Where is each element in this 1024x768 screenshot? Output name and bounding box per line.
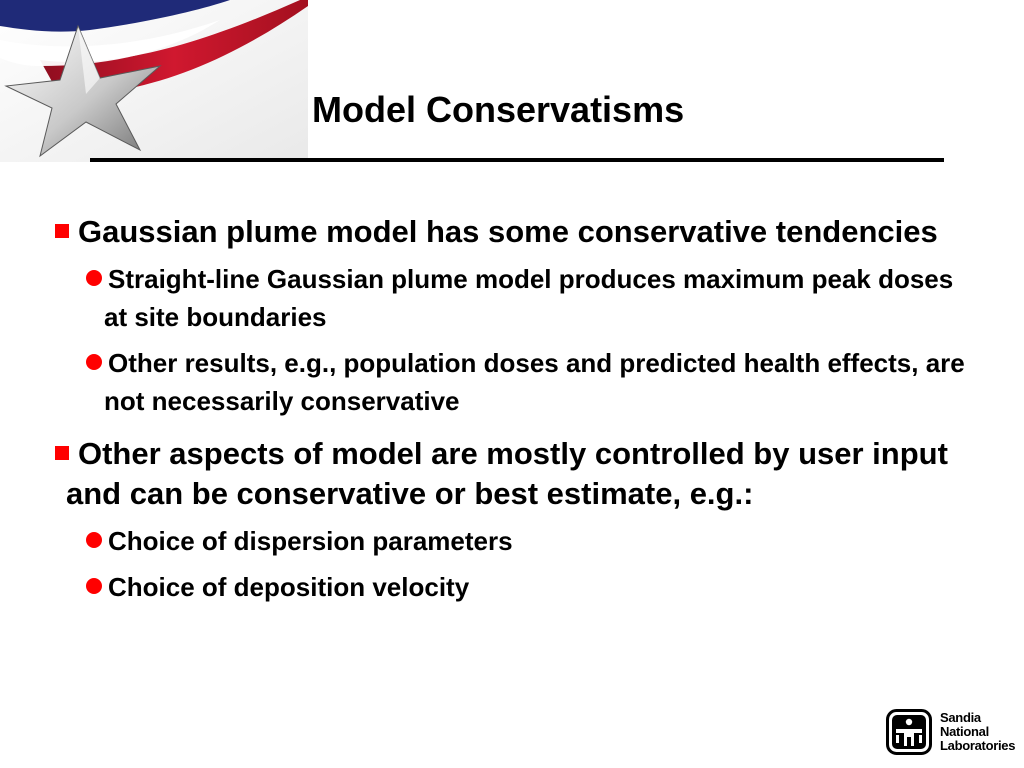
sandia-thunderbird-icon [886, 709, 932, 755]
bullet-level2 [52, 568, 982, 606]
title-divider [90, 158, 944, 162]
bullet-text: Gaussian plume model has some conservative tendencies [78, 214, 938, 249]
bullet-level2 [52, 260, 982, 336]
logo-line: Sandia [940, 710, 981, 725]
logo-wordmark [940, 711, 1015, 753]
bullet-level2 [52, 522, 982, 560]
bullet-text: Other results, e.g., population doses and predicted health effects, are not necessarily conservative [104, 348, 965, 416]
sandia-logo [886, 704, 1014, 760]
dot-bullet-icon [86, 354, 102, 370]
bullet-level1 [52, 212, 982, 252]
dot-bullet-icon [86, 532, 102, 548]
slide-title: Model Conservatisms [312, 89, 685, 130]
dot-bullet-icon [86, 578, 102, 594]
dot-bullet-icon [86, 270, 102, 286]
bullet-text: Choice of deposition velocity [108, 572, 470, 602]
logo-line: National [940, 724, 989, 739]
bullet-text: Straight-line Gaussian plume model produces maximum peak doses at site boundaries [104, 264, 954, 332]
square-bullet-icon [55, 224, 69, 238]
bullet-level2 [52, 344, 982, 420]
square-bullet-icon [55, 446, 69, 460]
logo-line: Laboratories [940, 738, 1016, 753]
bullet-text: Choice of dispersion parameters [108, 526, 513, 556]
bullet-level1 [52, 434, 982, 514]
slide-content [52, 212, 982, 606]
bullet-text: Other aspects of model are mostly controlled by user input and can be conservative or best estimate, e.g.: [66, 436, 948, 511]
star-banner-icon [0, 0, 308, 162]
